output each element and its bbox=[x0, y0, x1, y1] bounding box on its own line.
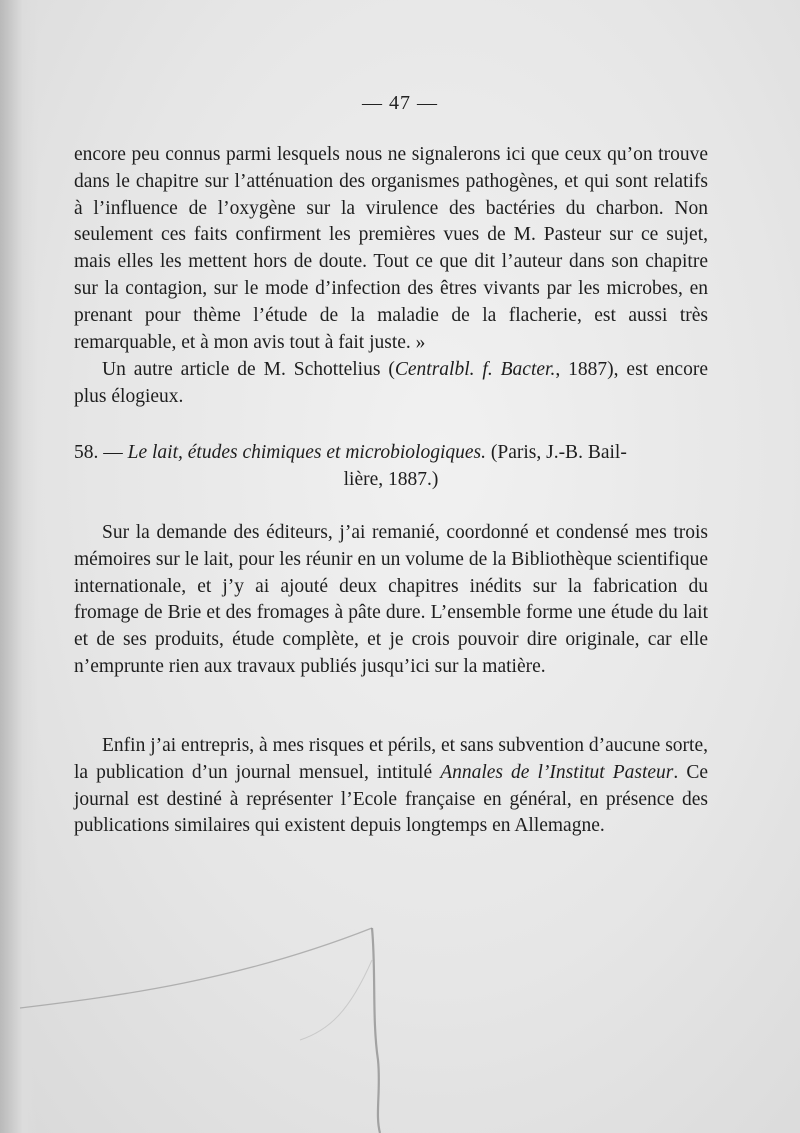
entry-publisher: (Paris, J.-B. Bail- bbox=[485, 442, 627, 463]
entry-publisher-continued: lière, 1887.) bbox=[343, 468, 439, 490]
paragraph-le-lait: Sur la demande des éditeurs, j’ai remanié, coordonné et condensé mes trois mémoires sur le lait, pour les réunir en un volume de la Bibliothèque scientifique internationale, et j’y ai ajouté deux chapitres inédits sur la fabrication du fromage de Brie et des fromages à pâte dure. L’ensemble forme une étude du lait et de ses produits, étude complète, et je crois pouvoir dire originale, car elle n’emprunte rien aux travaux publiés jusqu’ici sur la matière. bbox=[74, 522, 708, 677]
paper-fold-mark bbox=[0, 900, 800, 1133]
paragraph-schottelius bbox=[74, 357, 708, 411]
paragraph-continuation: encore peu connus parmi lesquels nous ne signalerons ici que ceux qu’on trouve dans le chapitre sur l’atténuation des organismes pathogènes, et qui sont relatifs à l’influence de l’oxygène sur la virulence des bactéries du charbon. Non seulement ces faits confirment les premières vues de M. Pasteur sur ce sujet, mais elles les mettent hors de doute. Tout ce que dit l’auteur dans son chapitre sur la contagion, sur le mode d’infection des êtres vivants par les microbes, en prenant pour thème l’étude de la maladie de la flacherie, est aussi très remarquable, et à mon avis tout à fait juste. » bbox=[74, 144, 708, 353]
paragraph-text: Un autre article de M. Schottelius ( bbox=[102, 359, 395, 380]
paragraph-text: , 1887), est encore plus élogieux. bbox=[74, 359, 708, 407]
entry-number: 58. — bbox=[74, 442, 128, 463]
paragraph-text: . Ce journal est destiné à représenter l’Ecole française en général, en présence des publications similaires qui existent depuis longtemps en Allemagne. bbox=[74, 761, 708, 837]
entry-title: Le lait, études chimiques et microbiologiques. bbox=[127, 442, 486, 463]
paragraph-text: Enfin j’ai entrepris, à mes risques et périls, et sans subvention d’aucune sorte, la publication d’un journal mensuel, intitulé bbox=[74, 735, 708, 783]
bibliography-entry bbox=[74, 440, 708, 494]
journal-title: Centralbl. f. Bacter. bbox=[394, 359, 556, 380]
journal-title: Annales de l’Institut Pasteur bbox=[440, 761, 674, 783]
page-number: — 47 — bbox=[362, 92, 438, 114]
paragraph-annales bbox=[74, 733, 708, 840]
